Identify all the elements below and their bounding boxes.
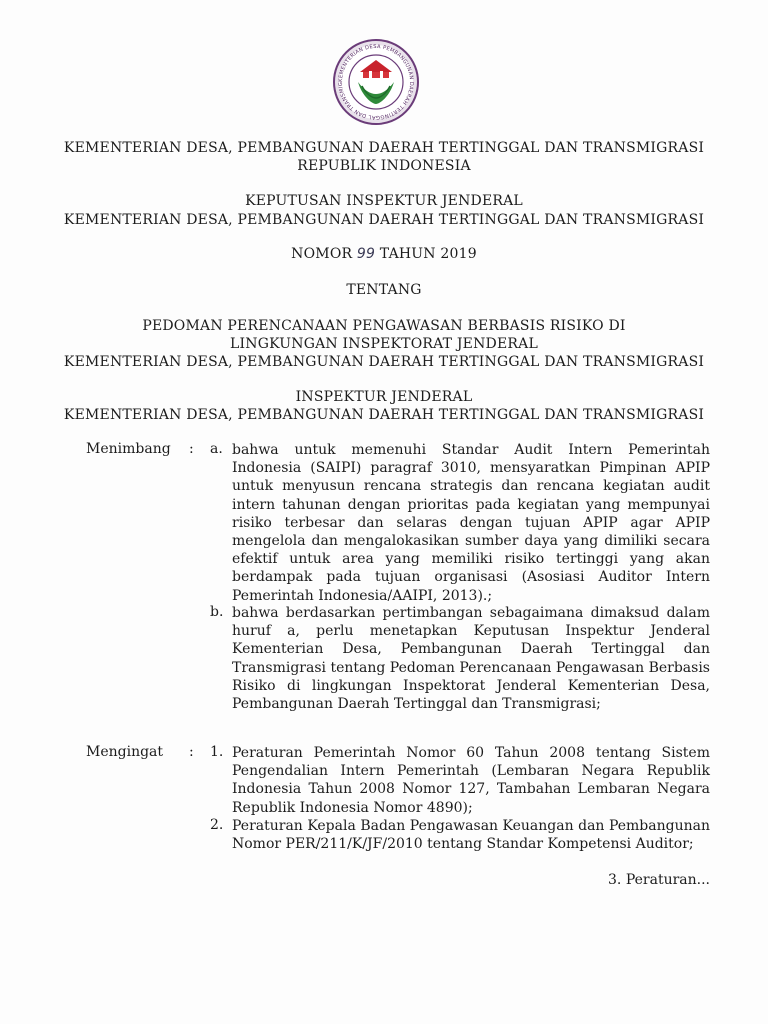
menimbang-item-a-marker: a. <box>210 441 223 457</box>
mengingat-item-1-text: Peraturan Pemerintah Nomor 60 Tahun 2008 tentang Sistem Pengendalian Intern Pemerintah (Lembaran Negara Republik Indonesia Tahun 2008 Nomor 127, Tambahan Lembaran Negara Republik Indonesia Nomor 4890); <box>232 745 710 816</box>
tahun-label: TAHUN 2019 <box>379 246 477 262</box>
nomor-label: NOMOR <box>291 246 353 262</box>
issuer-line1: INSPEKTUR JENDERAL <box>295 389 473 405</box>
mengingat-label: Mengingat <box>86 744 164 760</box>
menimbang-item-a-text: bahwa untuk memenuhi Standar Audit Intern Pemerintah Indonesia (SAIPI) paragraf 3010, mensyaratkan Pimpinan APIP untuk menyusun rencana strategis dan rencana kegiatan audit intern tahunan dengan prioritas pada kegiatan yang mempunyai risiko terbesar dan selaras dengan tujuan APIP agar APIP mengelola dan mengalokasikan sumber daya yang dimiliki secara efektif untuk area yang memiliki risiko tertinggi yang akan berdampak pada tujuan organisasi (Asosiasi Auditor Intern Pemerintah Indonesia/AAIPI, 2013).; <box>232 442 710 604</box>
menimbang-item-b-marker: b. <box>210 604 224 620</box>
mengingat-colon: : <box>189 744 194 760</box>
emblem-ring-text: KEMENTERIAN DESA PEMBANGUNAN DAERAH TERTINGGAL DAN TRANSMIG <box>337 43 415 121</box>
nomor-value: 99 <box>356 246 376 262</box>
mengingat-item-1-marker: 1. <box>210 744 224 760</box>
subject-line1: PEDOMAN PERENCANAAN PENGAWASAN BERBASIS RISIKO DI <box>142 318 626 334</box>
decision-number <box>0 246 768 262</box>
issuer-line2: KEMENTERIAN DESA, PEMBANGUNAN DAERAH TERTINGGAL DAN TRANSMIGRASI <box>63 407 705 423</box>
page-continuation: 3. Peraturan... <box>608 872 710 888</box>
mengingat-item-2-text: Peraturan Kepala Badan Pengawasan Keuangan dan Pembangunan Nomor PER/211/K/JF/2010 tentang Standar Kompetensi Auditor; <box>232 818 710 853</box>
ministry-name-line1: KEMENTERIAN DESA, PEMBANGUNAN DAERAH TERTINGGAL DAN TRANSMIGRASI <box>63 140 705 156</box>
decision-title: KEPUTUSAN INSPEKTUR JENDERAL <box>245 193 523 209</box>
ministry-emblem-icon <box>332 38 420 126</box>
ministry-name-line2: REPUBLIK INDONESIA <box>297 158 471 174</box>
menimbang-colon: : <box>189 441 194 457</box>
mengingat-item-2-marker: 2. <box>210 817 224 833</box>
tentang-heading: TENTANG <box>346 282 422 298</box>
menimbang-label: Menimbang <box>86 441 171 457</box>
decision-ministry: KEMENTERIAN DESA, PEMBANGUNAN DAERAH TERTINGGAL DAN TRANSMIGRASI <box>63 212 705 228</box>
menimbang-item-b-text: bahwa berdasarkan pertimbangan sebagaimana dimaksud dalam huruf a, perlu menetapkan Keputusan Inspektur Jenderal Kementerian Desa, Pembangunan Daerah Tertinggal dan Transmigrasi tentang Pedoman Perencanaan Pengawasan Berbasis Risiko di lingkungan Inspektorat Jenderal Kementerian Desa, Pembangunan Daerah Tertinggal dan Transmigrasi; <box>232 605 710 713</box>
subject-line3: KEMENTERIAN DESA, PEMBANGUNAN DAERAH TERTINGGAL DAN TRANSMIGRASI <box>63 354 705 370</box>
subject-line2: LINGKUNGAN INSPEKTORAT JENDERAL <box>230 336 538 352</box>
